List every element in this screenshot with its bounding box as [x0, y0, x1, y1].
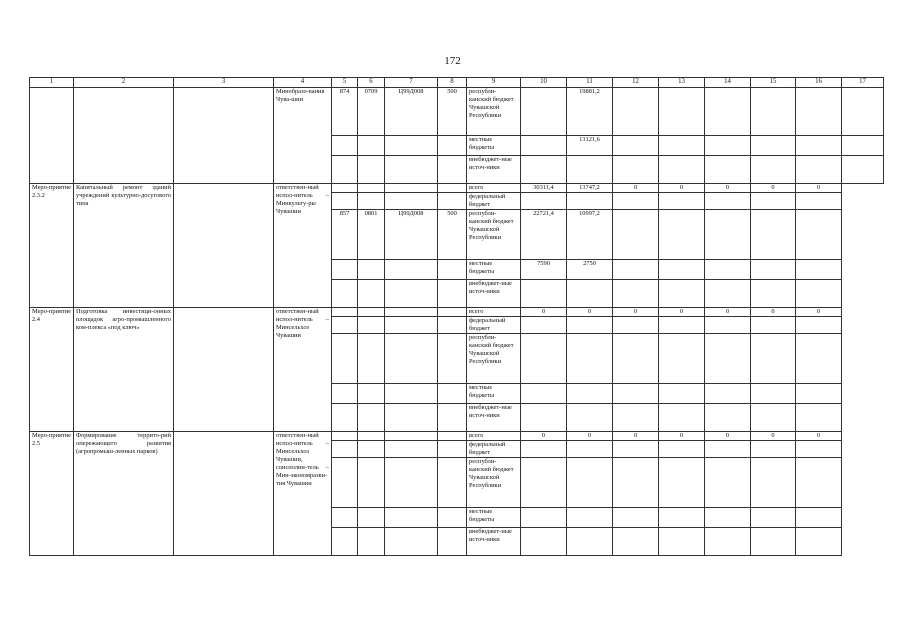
column-header: 1 — [30, 78, 74, 88]
budget-code-cell — [332, 317, 358, 334]
funding-source-cell: местные бюджеты — [467, 260, 521, 280]
value-cell — [659, 508, 705, 528]
value-cell — [705, 88, 751, 136]
value-cell — [705, 528, 751, 556]
header-row — [30, 78, 884, 88]
value-cell — [613, 193, 659, 210]
value-cell — [659, 280, 705, 308]
value-cell — [751, 528, 796, 556]
budget-code-cell — [358, 441, 385, 458]
budget-code-cell — [385, 508, 438, 528]
value-cell: 13747,2 — [567, 184, 613, 193]
table-row — [30, 88, 884, 136]
value-cell — [751, 317, 796, 334]
value-cell — [567, 280, 613, 308]
table-row — [30, 308, 884, 317]
measure-label-cell — [30, 88, 74, 184]
value-cell — [567, 156, 613, 184]
column-header: 8 — [438, 78, 467, 88]
value-cell — [659, 384, 705, 404]
value-cell — [613, 280, 659, 308]
budget-code-cell — [438, 528, 467, 556]
budget-code-cell: 874 — [332, 88, 358, 136]
budget-code-cell — [358, 260, 385, 280]
budget-code-cell — [385, 308, 438, 317]
target-cell — [174, 184, 274, 308]
value-cell: 0 — [521, 308, 567, 317]
column-header: 11 — [567, 78, 613, 88]
budget-code-cell: Ц99Д008 — [385, 210, 438, 260]
value-cell — [659, 210, 705, 260]
value-cell: 30311,4 — [521, 184, 567, 193]
value-cell: 0 — [796, 184, 842, 193]
value-cell: 0 — [751, 432, 796, 441]
column-header: 10 — [521, 78, 567, 88]
funding-source-cell: внебюджет-ные источ-ники — [467, 156, 521, 184]
value-cell: 0 — [659, 184, 705, 193]
funding-source-cell: всего — [467, 308, 521, 317]
budget-code-cell: Ц99Д008 — [385, 88, 438, 136]
value-cell — [521, 384, 567, 404]
value-cell — [521, 317, 567, 334]
budget-code-cell — [332, 384, 358, 404]
value-cell — [796, 88, 842, 136]
value-cell — [567, 508, 613, 528]
financing-table — [29, 77, 884, 556]
value-cell — [521, 528, 567, 556]
funding-source-cell: внебюджет-ные источ-ники — [467, 404, 521, 432]
budget-code-cell — [358, 184, 385, 193]
value-cell — [751, 334, 796, 384]
value-cell: 13121,6 — [567, 136, 613, 156]
value-cell — [613, 136, 659, 156]
value-cell — [751, 441, 796, 458]
funding-source-cell: внебюджет-ные источ-ники — [467, 280, 521, 308]
value-cell — [796, 280, 842, 308]
budget-code-cell — [385, 136, 438, 156]
budget-code-cell — [438, 317, 467, 334]
funding-source-cell: внебюджет-ные источ-ники — [467, 528, 521, 556]
value-cell — [521, 88, 567, 136]
funding-source-cell: федеральный бюджет — [467, 317, 521, 334]
column-header: 7 — [385, 78, 438, 88]
column-header: 2 — [74, 78, 174, 88]
budget-code-cell — [385, 317, 438, 334]
measure-name-cell: Подготовка инвестици-онных площадок агро-промышленного ком-плекса «под ключ» — [74, 308, 174, 432]
value-cell — [659, 156, 705, 184]
budget-code-cell — [332, 432, 358, 441]
budget-code-cell — [385, 184, 438, 193]
value-cell: 10997,2 — [567, 210, 613, 260]
value-cell — [751, 458, 796, 508]
budget-code-cell — [385, 384, 438, 404]
column-header: 9 — [467, 78, 521, 88]
value-cell — [521, 136, 567, 156]
budget-code-cell — [438, 384, 467, 404]
value-cell — [751, 280, 796, 308]
funding-source-cell: всего — [467, 184, 521, 193]
value-cell — [659, 88, 705, 136]
value-cell — [751, 156, 796, 184]
budget-code-cell — [358, 193, 385, 210]
value-cell — [521, 280, 567, 308]
value-cell: 0 — [613, 184, 659, 193]
value-cell — [659, 441, 705, 458]
budget-code-cell — [438, 308, 467, 317]
budget-code-cell — [385, 193, 438, 210]
value-cell: 0 — [796, 308, 842, 317]
budget-code-cell — [385, 528, 438, 556]
funding-source-cell: федеральный бюджет — [467, 441, 521, 458]
budget-code-cell — [332, 458, 358, 508]
value-cell — [705, 458, 751, 508]
value-cell — [567, 441, 613, 458]
budget-code-cell — [438, 260, 467, 280]
value-cell: 0 — [705, 308, 751, 317]
budget-code-cell — [438, 458, 467, 508]
budget-code-cell — [332, 334, 358, 384]
value-cell — [659, 528, 705, 556]
budget-code-cell — [332, 184, 358, 193]
column-header: 5 — [332, 78, 358, 88]
value-cell: 0 — [705, 184, 751, 193]
table-row — [30, 432, 884, 441]
value-cell — [842, 136, 884, 156]
funding-source-cell: республи-канский бюджет Чувашской Республики — [467, 334, 521, 384]
budget-code-cell — [438, 334, 467, 384]
value-cell — [659, 404, 705, 432]
budget-code-cell — [332, 441, 358, 458]
budget-code-cell — [332, 528, 358, 556]
value-cell — [751, 384, 796, 404]
value-cell — [796, 260, 842, 280]
value-cell — [796, 528, 842, 556]
budget-code-cell — [358, 317, 385, 334]
value-cell — [659, 317, 705, 334]
value-cell — [751, 210, 796, 260]
budget-code-cell — [438, 184, 467, 193]
value-cell — [613, 317, 659, 334]
value-cell — [521, 404, 567, 432]
value-cell — [521, 334, 567, 384]
value-cell — [796, 404, 842, 432]
value-cell — [796, 458, 842, 508]
funding-source-cell: местные бюджеты — [467, 384, 521, 404]
table-row — [30, 184, 884, 193]
value-cell — [567, 384, 613, 404]
budget-code-cell — [438, 508, 467, 528]
value-cell — [659, 193, 705, 210]
budget-code-cell — [438, 432, 467, 441]
budget-code-cell — [385, 404, 438, 432]
value-cell: 0 — [751, 184, 796, 193]
value-cell — [705, 280, 751, 308]
budget-code-cell — [358, 432, 385, 441]
column-header: 16 — [796, 78, 842, 88]
budget-code-cell — [358, 334, 385, 384]
measure-name-cell: Капитальный ремонт зданий учреждений культурно-досугового типа — [74, 184, 174, 308]
budget-code-cell — [332, 308, 358, 317]
budget-code-cell — [385, 156, 438, 184]
value-cell — [842, 88, 884, 136]
measure-name-cell — [74, 88, 174, 184]
budget-code-cell — [332, 260, 358, 280]
budget-code-cell: 500 — [438, 210, 467, 260]
value-cell — [705, 260, 751, 280]
value-cell — [567, 458, 613, 508]
value-cell: 0 — [659, 432, 705, 441]
funding-source-cell: федеральный бюджет — [467, 193, 521, 210]
value-cell — [613, 384, 659, 404]
column-header: 4 — [274, 78, 332, 88]
budget-code-cell — [332, 508, 358, 528]
budget-code-cell — [358, 280, 385, 308]
funding-source-cell: всего — [467, 432, 521, 441]
value-cell: 0 — [567, 308, 613, 317]
value-cell: 0 — [751, 308, 796, 317]
budget-code-cell — [332, 193, 358, 210]
value-cell — [521, 458, 567, 508]
value-cell — [613, 334, 659, 384]
value-cell — [751, 260, 796, 280]
budget-code-cell — [358, 308, 385, 317]
value-cell — [796, 193, 842, 210]
value-cell — [705, 317, 751, 334]
budget-code-cell — [332, 404, 358, 432]
value-cell — [751, 508, 796, 528]
column-header: 12 — [613, 78, 659, 88]
value-cell — [521, 193, 567, 210]
executor-cell: ответствен-ный испол-нитель – Минсельхоз Чувашии, соисполни-тель – Мин-экономразви-тия Чувашии — [274, 432, 332, 556]
budget-code-cell — [385, 334, 438, 384]
value-cell — [567, 528, 613, 556]
value-cell — [659, 260, 705, 280]
value-cell — [613, 260, 659, 280]
value-cell — [705, 193, 751, 210]
column-header: 14 — [705, 78, 751, 88]
value-cell — [613, 441, 659, 458]
value-cell — [613, 508, 659, 528]
value-cell — [659, 136, 705, 156]
budget-code-cell: 0801 — [358, 210, 385, 260]
value-cell — [705, 441, 751, 458]
executor-cell: Минобразо-вания Чува-шии — [274, 88, 332, 184]
target-cell — [174, 432, 274, 556]
column-header: 17 — [842, 78, 884, 88]
budget-code-cell — [358, 528, 385, 556]
measure-label-cell: Меро-приятие 2.4 — [30, 308, 74, 432]
budget-code-cell — [438, 441, 467, 458]
budget-code-cell — [438, 404, 467, 432]
value-cell — [796, 156, 842, 184]
executor-cell: ответствен-ный испол-нитель – Минкульту-ры Чувашии — [274, 184, 332, 308]
budget-code-cell — [385, 441, 438, 458]
column-header: 13 — [659, 78, 705, 88]
executor-cell: ответствен-ный испол-нитель – Минсельхоз Чувашии — [274, 308, 332, 432]
budget-code-cell — [358, 156, 385, 184]
budget-code-cell — [358, 508, 385, 528]
value-cell: 0 — [796, 432, 842, 441]
value-cell — [521, 156, 567, 184]
budget-code-cell — [385, 432, 438, 441]
column-header: 15 — [751, 78, 796, 88]
measure-name-cell: Формирование террито-рий опережающего развития (агропромыш-ленных парков) — [74, 432, 174, 556]
budget-code-cell — [385, 458, 438, 508]
funding-source-cell: местные бюджеты — [467, 508, 521, 528]
value-cell — [567, 317, 613, 334]
measure-label-cell: Меро-приятие 2.3.2 — [30, 184, 74, 308]
value-cell — [705, 384, 751, 404]
funding-source-cell: республи-канский бюджет Чувашской Республики — [467, 458, 521, 508]
budget-code-cell — [358, 458, 385, 508]
value-cell — [705, 508, 751, 528]
value-cell — [751, 193, 796, 210]
budget-code-cell: 500 — [438, 88, 467, 136]
value-cell — [796, 210, 842, 260]
budget-code-cell — [385, 260, 438, 280]
value-cell: 0 — [705, 432, 751, 441]
budget-code-cell — [358, 384, 385, 404]
value-cell — [796, 334, 842, 384]
funding-source-cell: местные бюджеты — [467, 136, 521, 156]
value-cell: 0 — [659, 308, 705, 317]
funding-source-cell: республи-канский бюджет Чувашской Республики — [467, 210, 521, 260]
value-cell: 0 — [613, 308, 659, 317]
budget-code-cell — [385, 280, 438, 308]
value-cell — [751, 404, 796, 432]
value-cell — [842, 156, 884, 184]
value-cell — [521, 441, 567, 458]
value-cell — [567, 334, 613, 384]
value-cell — [751, 136, 796, 156]
budget-code-cell — [438, 193, 467, 210]
value-cell — [567, 404, 613, 432]
value-cell — [796, 136, 842, 156]
value-cell — [796, 317, 842, 334]
budget-code-cell — [332, 136, 358, 156]
value-cell — [613, 528, 659, 556]
value-cell — [796, 508, 842, 528]
budget-code-cell — [358, 404, 385, 432]
target-cell — [174, 308, 274, 432]
target-cell — [174, 88, 274, 184]
value-cell — [659, 334, 705, 384]
budget-code-cell — [438, 280, 467, 308]
budget-code-cell — [438, 136, 467, 156]
value-cell — [613, 156, 659, 184]
value-cell — [567, 193, 613, 210]
value-cell — [796, 384, 842, 404]
value-cell: 2750 — [567, 260, 613, 280]
page-number: 172 — [444, 55, 461, 67]
value-cell: 0 — [567, 432, 613, 441]
value-cell — [796, 441, 842, 458]
budget-code-cell — [438, 156, 467, 184]
column-header: 6 — [358, 78, 385, 88]
value-cell — [751, 88, 796, 136]
value-cell — [705, 334, 751, 384]
value-cell — [613, 210, 659, 260]
value-cell — [521, 508, 567, 528]
value-cell: 0 — [521, 432, 567, 441]
value-cell — [659, 458, 705, 508]
budget-code-cell — [332, 280, 358, 308]
budget-code-cell — [332, 156, 358, 184]
measure-label-cell: Меро-приятие 2.5 — [30, 432, 74, 556]
value-cell — [613, 88, 659, 136]
value-cell — [705, 210, 751, 260]
budget-code-cell — [358, 136, 385, 156]
value-cell: 0 — [613, 432, 659, 441]
budget-code-cell: 0709 — [358, 88, 385, 136]
value-cell: 19881,2 — [567, 88, 613, 136]
value-cell — [613, 404, 659, 432]
budget-code-cell: 857 — [332, 210, 358, 260]
value-cell — [705, 156, 751, 184]
funding-source-cell: республи-канский бюджет Чувашской Республики — [467, 88, 521, 136]
value-cell — [613, 458, 659, 508]
value-cell — [705, 404, 751, 432]
value-cell — [705, 136, 751, 156]
value-cell: 22721,4 — [521, 210, 567, 260]
value-cell: 7590 — [521, 260, 567, 280]
column-header: 3 — [174, 78, 274, 88]
